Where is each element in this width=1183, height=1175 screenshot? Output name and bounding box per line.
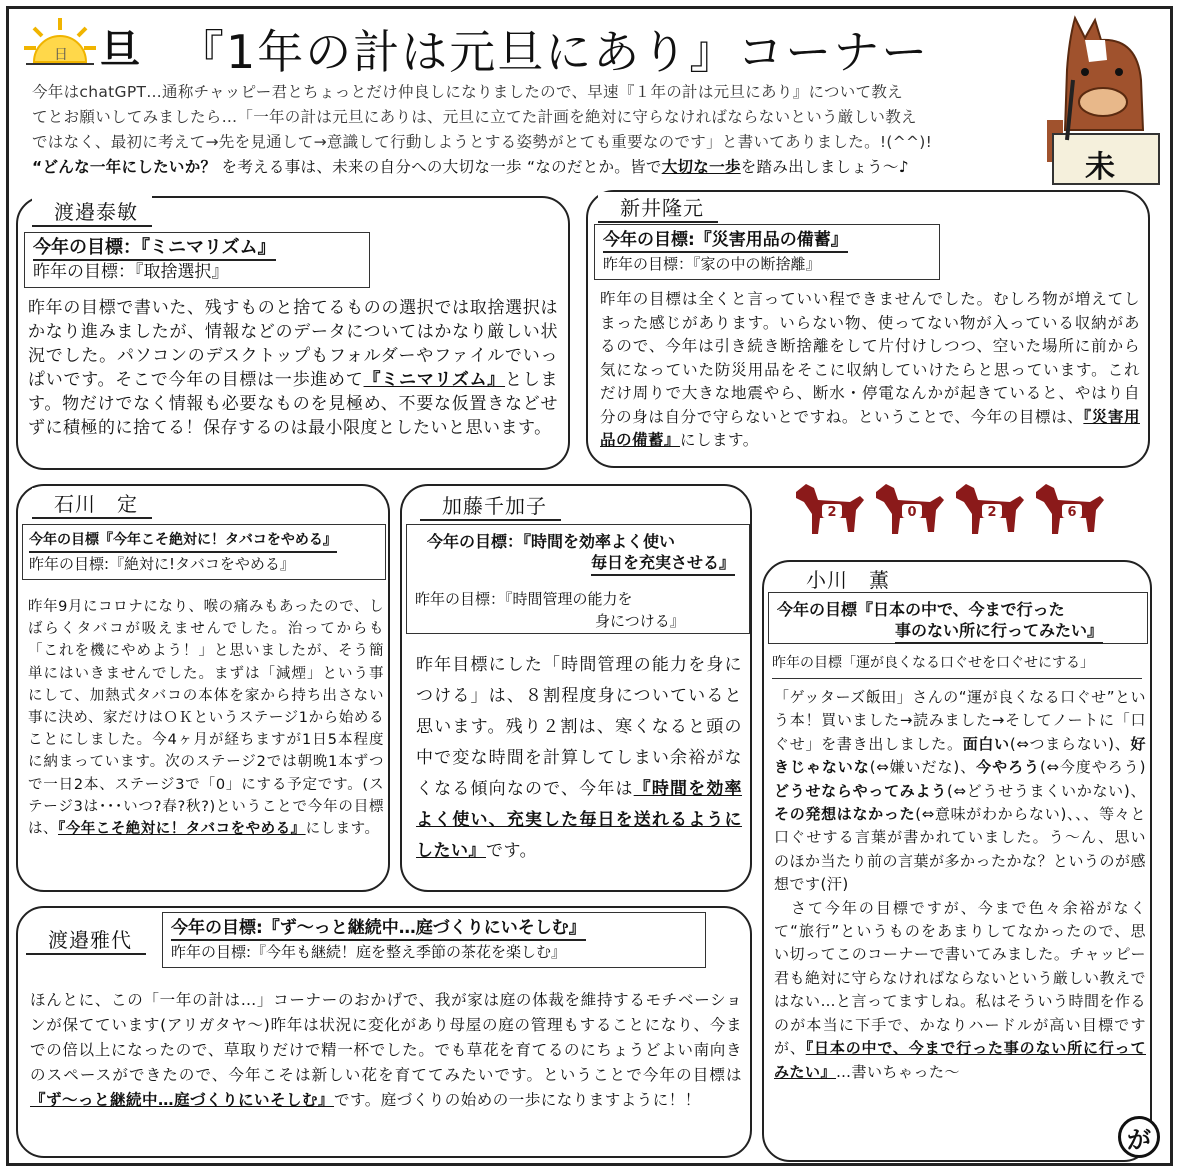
horse-sign-char: 未 <box>1085 150 1115 185</box>
page-title: 『1年の計は元旦にあり』コーナー <box>178 25 930 79</box>
body-emphasis: 『災害用品の備蓄』 <box>600 407 1140 449</box>
intro-line-2: てとお願いしてみましたら…「一年の計は元旦にありは、元旦に立てた計画を絶対に守らなければならないという厳しい教え <box>32 108 917 126</box>
body-text-end: です。庭づくりの始めの一歩になりますように！！ <box>334 1091 701 1109</box>
article-body <box>600 288 1140 453</box>
article-body <box>28 296 558 440</box>
body-text-end: とします。物だけでなく情報も必要なものを見極め、不要な仮置きなどせずに積極的に捨てる！保存するのは最小限度としたいと思います。 <box>28 370 559 438</box>
phrase: 好きじゃないな <box>774 734 1146 777</box>
horse-digit-label: 2 <box>987 505 997 520</box>
goal-this-year: 今年の目標：『ミニマリズム』 <box>33 237 276 261</box>
body-text: 等々と口ぐせする言葉が書かれていました。う～ん、思いのほか当たり前の言葉が多かったかな？というのが感想です(汗) <box>774 805 1147 894</box>
horse-digit-icon <box>870 480 950 542</box>
article-watanabe-m <box>16 906 752 1158</box>
author-name: 渡邉泰敏 <box>32 196 152 227</box>
horse-digit-label: 0 <box>907 505 917 520</box>
article-body <box>28 596 384 840</box>
body-text-end: …書いちゃった～ <box>836 1062 961 1081</box>
sun-icon <box>20 14 100 74</box>
intro-emphasis: 大切な一歩 <box>661 158 741 176</box>
horse-row-2026 <box>790 480 1130 542</box>
article-watanabe-y <box>16 196 570 470</box>
goal-last-year: 昨年の目標：『取捨選択』 <box>33 262 229 282</box>
body-text: ほんとに、この「一年の計は…」コーナーのおかげで、我が家は庭の体裁を維持するモチベーションが保てています(アリガタヤ～)昨年は状況に変化があり母屋の庭の管理もすることになり、今までの倍以上になったので、草取りだけで精一杯でした。でも草花を育てるのにちょうどよい南向きのスペースができたので、今年こそは新しい花を育ててみたいです。ということで今年の目標は <box>30 991 742 1084</box>
footer-badge-char: が <box>1127 1125 1151 1154</box>
svg-text:日: 日 <box>54 47 68 63</box>
phrase: 今やろう <box>976 758 1040 777</box>
logo-char: 旦 <box>100 27 140 73</box>
goal-this-year-line-1: 今年の目標『日本の中で、今まで行った <box>777 600 1065 619</box>
author-name: 渡邉雅代 <box>26 924 146 955</box>
goal-last-year: 昨年の目標:『今年も継続！庭を整え季節の茶花を楽しむ』 <box>171 943 567 961</box>
intro-line-3: ではなく、最初に考えて→先を見通して→意識して行動しようとする姿勢がとても重要なのです」と書いてありました。!(^^)! <box>32 133 933 151</box>
phrase: その発想はなかった <box>774 805 916 824</box>
phrase: どうせならやってみよう <box>774 781 947 800</box>
article-ishikawa <box>16 484 390 892</box>
goal-box <box>162 912 706 968</box>
goal-this-year: 今年の目標『今年こそ絶対に！タバコをやめる』 <box>29 529 337 553</box>
goal-last-year: 昨年の目標:『絶対に!タバコをやめる』 <box>29 555 295 573</box>
phrase-note: (⇔嫌いだな)、 <box>869 758 977 777</box>
intro-text-mid: を考える事は、未来の自分への大切な一歩 “なのだとか。皆で <box>221 158 662 176</box>
body-text-end: にします。 <box>680 431 759 449</box>
author-name: 新井隆元 <box>598 192 718 223</box>
sun-logo <box>20 14 100 74</box>
horse-digit-icon <box>790 480 870 542</box>
goal-last-year-line-1: 昨年の目標：『時間管理の能力を <box>415 590 633 608</box>
goal-this-year: 今年の目標:『災害用品の備蓄』 <box>603 229 848 253</box>
article-arai <box>586 190 1150 468</box>
goal-box <box>594 224 940 280</box>
author-name: 石川 定 <box>32 488 152 519</box>
body-emphasis: 『今年こそ絶対に！タバコをやめる』 <box>58 821 306 838</box>
body-text: さて今年の目標ですが、今まで色々余裕がなくて“旅行”というものをあまりしてなかったので、思い切ってこのコーナーで書いてみました。チャッピー君も絶対に守らなければならないという厳しい教えではない…と言ってますしね。私はそういう時間を作るのが本当に下手で、かなりハードルが高い目標ですが、 <box>774 898 1147 1058</box>
phrase: 面白い <box>962 734 1010 753</box>
phrase-note: (⇔つまらない)、 <box>1009 734 1131 753</box>
body-emphasis: 『ミニマリズム』 <box>363 370 506 390</box>
article-body <box>774 686 1146 1084</box>
phrase-note: (⇔今度やろう) <box>1039 758 1146 777</box>
goal-this-year: 今年の目標:『ず～っと継続中…庭づくりにいそしむ』 <box>171 917 586 941</box>
goal-box <box>406 524 750 634</box>
article-kato <box>400 484 752 892</box>
body-text: 昨年の目標は全くと言っていい程できませんでした。むしろ物が増えてしまった感じがあります。いらない物、使ってない物が入っている収納があるので、今年は引き続き断捨離をして片付けしつつ、空いた場所に前から気になっていた防災用品をそこに収納していけたらと思っています。これだけ周りで大きな地震やら、断水・停電なんかが起きていると、やはり自分の身は自分で守らないとですね。ということで、今年の目標は、 <box>600 290 1140 426</box>
article-body <box>416 650 742 867</box>
author-name: 加藤千加子 <box>420 490 561 521</box>
goal-this-year-line-2: 毎日を充実させる』 <box>591 552 735 576</box>
horse-digit-icon <box>950 480 1030 542</box>
horse-digit-label: 6 <box>1067 505 1077 520</box>
horse-digit-icon <box>1030 480 1110 542</box>
horse-mascot <box>1045 10 1160 190</box>
goal-last-year: 昨年の目標：『家の中の断捨離』 <box>603 255 821 273</box>
intro-line-4 <box>32 155 1032 180</box>
phrase-note: (⇔意味がわからない)、、、 <box>915 805 1100 824</box>
body-text: 「ゲッターズ飯田」さんの“運が良くなる口ぐせ”という本！買いました→読みました→そしてノートに「口ぐせ」を書き出しました。 <box>774 688 1146 753</box>
body-text-end: です。 <box>486 841 538 861</box>
intro-line-1: 今年はchatGPT…通称チャッピー君とちょっとだけ仲良しになりましたので、早速『１年の計は元旦にあり』について教え <box>32 83 903 101</box>
goal-box <box>22 524 386 580</box>
article-ogawa <box>762 560 1152 1162</box>
intro-text <box>32 80 1032 180</box>
body-text: 昨年9月にコロナになり、喉の痛みもあったので、しばらくタバコが吸えませんでした。治ってからも「これを機にやめよう！」と思いましたが、そう簡単にはいきませんでした。まずは「減煙」という事にして、加熱式タバコの本体を家から持ち出さない事に決め、家だけはＯＫというステージ1から始めることにしました。今4ヶ月が経ちますが1日5本程度に納まっています。次のステージ2では朝晩1本ずつで一日2本、ステージ3で「0」にする予定です。(ステージ3は･･･いつ?春?秋?)ということで今年の目標は、 <box>28 599 384 838</box>
intro-question: “どんな一年にしたいか？ <box>32 158 217 176</box>
body-emphasis: 『日本の中で、今まで行った事のない所に行ってみたい』 <box>774 1039 1146 1081</box>
goal-last-year-line-2: 身につける』 <box>595 612 685 630</box>
body-text: 昨年の目標で書いた、残すものと捨てるものの選択では取捨選択はかなり進みましたが、情報などのデータについてはかなり厳しい状況でした。パソコンのデスクトップもフォルダーやファイルでいっぱいです。そこで今年の目標は一歩進めて <box>28 298 558 390</box>
article-body <box>30 988 742 1113</box>
goal-box <box>768 592 1148 644</box>
horse-digit-label: 2 <box>827 505 837 520</box>
body-emphasis: 『時間を効率よく使い、充実した毎日を送れるようにしたい』 <box>416 779 742 861</box>
body-text-end: にします。 <box>305 821 380 838</box>
author-name: 小川 薫 <box>784 564 904 595</box>
footer-badge <box>1118 1116 1160 1158</box>
intro-text-end: を踏み出しましょう～♪ <box>740 158 909 176</box>
goal-last-year: 昨年の目標「運が良くなる口ぐせを口ぐせにする」 <box>772 652 1142 679</box>
body-emphasis: 『ず～っと継続中…庭づくりにいそしむ』 <box>30 1091 335 1109</box>
goal-this-year-line-1: 今年の目標：『時間を効率よく使い <box>427 532 676 551</box>
body-text: 昨年目標にした「時間管理の能力を身につける」は、８割程度身についていると思います。残り２割は、寒くなると頭の中で変な時間を計算してしまい余裕がなくなる傾向なので、今年は <box>416 655 742 799</box>
phrase-note: (⇔どうせうまくいかない)、 <box>947 781 1146 800</box>
goal-this-year-line-2: 事のない所に行ってみたい』 <box>895 620 1103 644</box>
goal-box <box>24 232 370 288</box>
